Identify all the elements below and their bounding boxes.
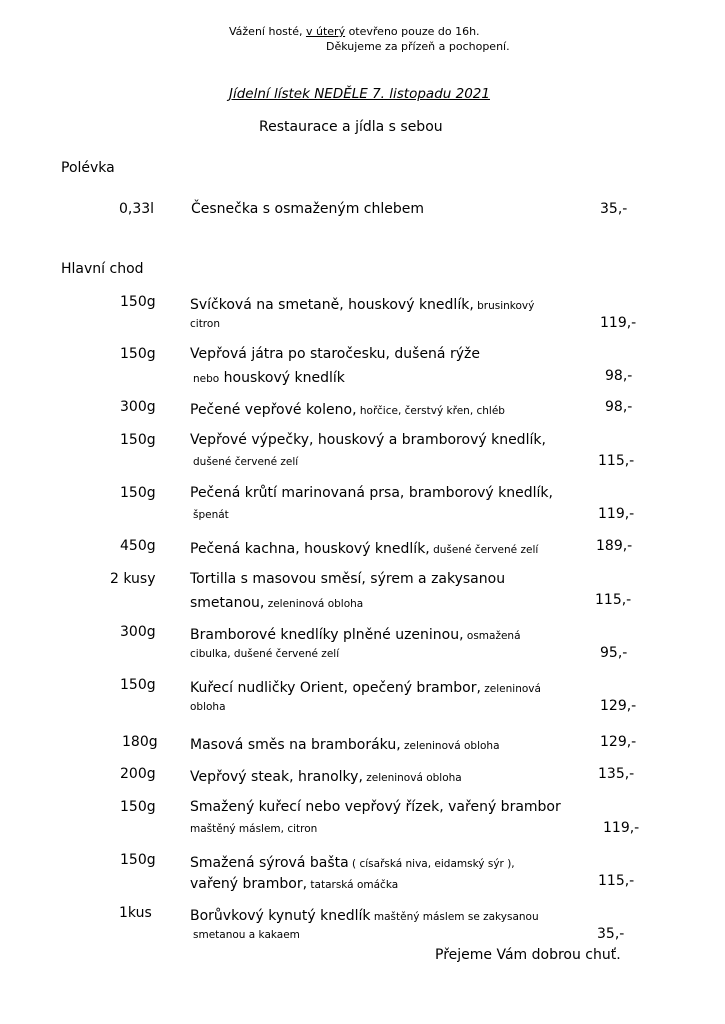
item-side: zeleninová obloha — [400, 740, 500, 752]
item-name-line — [190, 538, 538, 557]
item-name-line — [190, 677, 541, 696]
item-name: Vepřový steak, hranolky, — [190, 769, 363, 785]
item-price: 129,- — [600, 734, 637, 750]
item-side: zeleninová obloha — [362, 772, 462, 784]
item-name-line — [190, 624, 521, 643]
item-name: Borůvkový kynutý knedlík — [190, 908, 371, 924]
item-name-line — [190, 852, 515, 871]
item-price: 98,- — [605, 399, 633, 415]
item-name: Tortilla s masovou směsí, sýrem a zakysanou — [190, 571, 506, 587]
notice-line-1 — [229, 25, 480, 38]
item-price: 35,- — [600, 201, 628, 217]
item-side-line: maštěný máslem, citron — [190, 823, 318, 835]
closing-greeting: Přejeme Vám dobrou chuť. — [435, 947, 621, 963]
item-name: Pečená krůtí marinovaná prsa, bramborový knedlík, — [190, 485, 553, 501]
item-qty: 150g — [120, 432, 156, 448]
notice-line-2: Děkujeme za přízeň a pochopení. — [326, 40, 510, 53]
item-side-line: citron — [190, 318, 220, 330]
item-name-line — [190, 294, 534, 313]
item-qty: 300g — [120, 399, 156, 415]
notice-highlight: v úterý — [305, 25, 346, 38]
item-price: 135,- — [598, 766, 635, 782]
item-side: brusinkový — [473, 300, 535, 312]
item-side-line: cibulka, dušené červené zelí — [190, 648, 340, 660]
item-qty: 1kus — [119, 905, 152, 921]
item-qty: 0,33l — [119, 201, 155, 217]
item-name: Svíčková na smetaně, houskový knedlík, — [190, 297, 474, 313]
item-side: ( císařská niva, eidamský sýr ), — [348, 858, 515, 870]
item-name: Kuřecí nudličky Orient, opečený brambor, — [190, 680, 481, 696]
item-name: Smažená sýrová bašta — [190, 855, 349, 871]
item-name-cont: houskový knedlík — [219, 370, 345, 386]
item-qty: 150g — [120, 677, 156, 693]
item-qty: 2 kusy — [110, 571, 156, 587]
item-name: Masová směs na bramboráku, — [190, 737, 401, 753]
item-price: 98,- — [605, 368, 633, 384]
item-qty: 150g — [120, 485, 156, 501]
item-name-line — [190, 766, 462, 785]
item-qty: 200g — [120, 766, 156, 782]
notice-text-c: otevřeno pouze do 16h. — [345, 25, 480, 38]
item-qty: 300g — [120, 624, 156, 640]
item-side-line: dušené červené zelí — [193, 456, 299, 468]
item-price: 129,- — [600, 698, 637, 714]
item-name: Vepřová játra po staročesku, dušená rýže — [190, 346, 480, 362]
item-qty: 150g — [120, 294, 156, 310]
item-qty: 150g — [120, 852, 156, 868]
item-side: zeleninová — [480, 683, 541, 695]
menu-title: Jídelní lístek NEDĚLE 7. listopadu 2021 — [229, 86, 490, 102]
item-qty: 180g — [122, 734, 158, 750]
item-price: 115,- — [598, 873, 635, 889]
item-name-line — [190, 734, 500, 753]
notice-text-a: Vážení hosté, — [229, 25, 306, 38]
item-name: Vepřové výpečky, houskový a bramborový knedlík, — [190, 432, 546, 448]
item-name-line-2 — [193, 367, 345, 386]
item-side: osmažená — [463, 630, 521, 642]
item-name: Pečená kachna, houskový knedlík, — [190, 541, 430, 557]
item-qty: 450g — [120, 538, 156, 554]
item-price: 119,- — [603, 820, 640, 836]
menu-subtitle: Restaurace a jídla s sebou — [259, 119, 443, 135]
item-name: Česnečka s osmaženým chlebem — [191, 201, 424, 217]
item-name-line — [190, 905, 539, 924]
item-name: Bramborové knedlíky plněné uzeninou, — [190, 627, 464, 643]
item-price: 115,- — [595, 592, 632, 608]
item-qty: 150g — [120, 346, 156, 362]
item-side-line: obloha — [190, 701, 226, 713]
section-heading-soup: Polévka — [61, 160, 115, 176]
item-name: Pečené vepřové koleno, — [190, 402, 357, 418]
item-name-line — [190, 399, 505, 418]
item-qty: 150g — [120, 799, 156, 815]
item-name-cont: smetanou, — [190, 595, 265, 611]
item-side: zeleninová obloha — [264, 598, 364, 610]
item-name-cont: vařený brambor, — [190, 876, 308, 892]
section-heading-main: Hlavní chod — [61, 261, 144, 277]
item-price: 119,- — [600, 315, 637, 331]
item-side: tatarská omáčka — [307, 879, 399, 891]
item-side: maštěný máslem se zakysanou — [370, 911, 539, 923]
item-name-line-2 — [190, 873, 398, 892]
item-price: 189,- — [596, 538, 633, 554]
item-side: nebo — [193, 373, 220, 385]
item-price: 95,- — [600, 645, 628, 661]
item-side: dušené červené zelí — [429, 544, 539, 556]
item-price: 115,- — [598, 453, 635, 469]
item-side-line: špenát — [193, 509, 229, 521]
item-price: 35,- — [597, 926, 625, 942]
item-price: 119,- — [598, 506, 635, 522]
item-name: Smažený kuřecí nebo vepřový řízek, vařený brambor — [190, 799, 561, 815]
item-side: hořčice, čerstvý křen, chléb — [356, 405, 505, 417]
item-name-line-2 — [190, 592, 363, 611]
item-side-line: smetanou a kakaem — [193, 929, 300, 941]
